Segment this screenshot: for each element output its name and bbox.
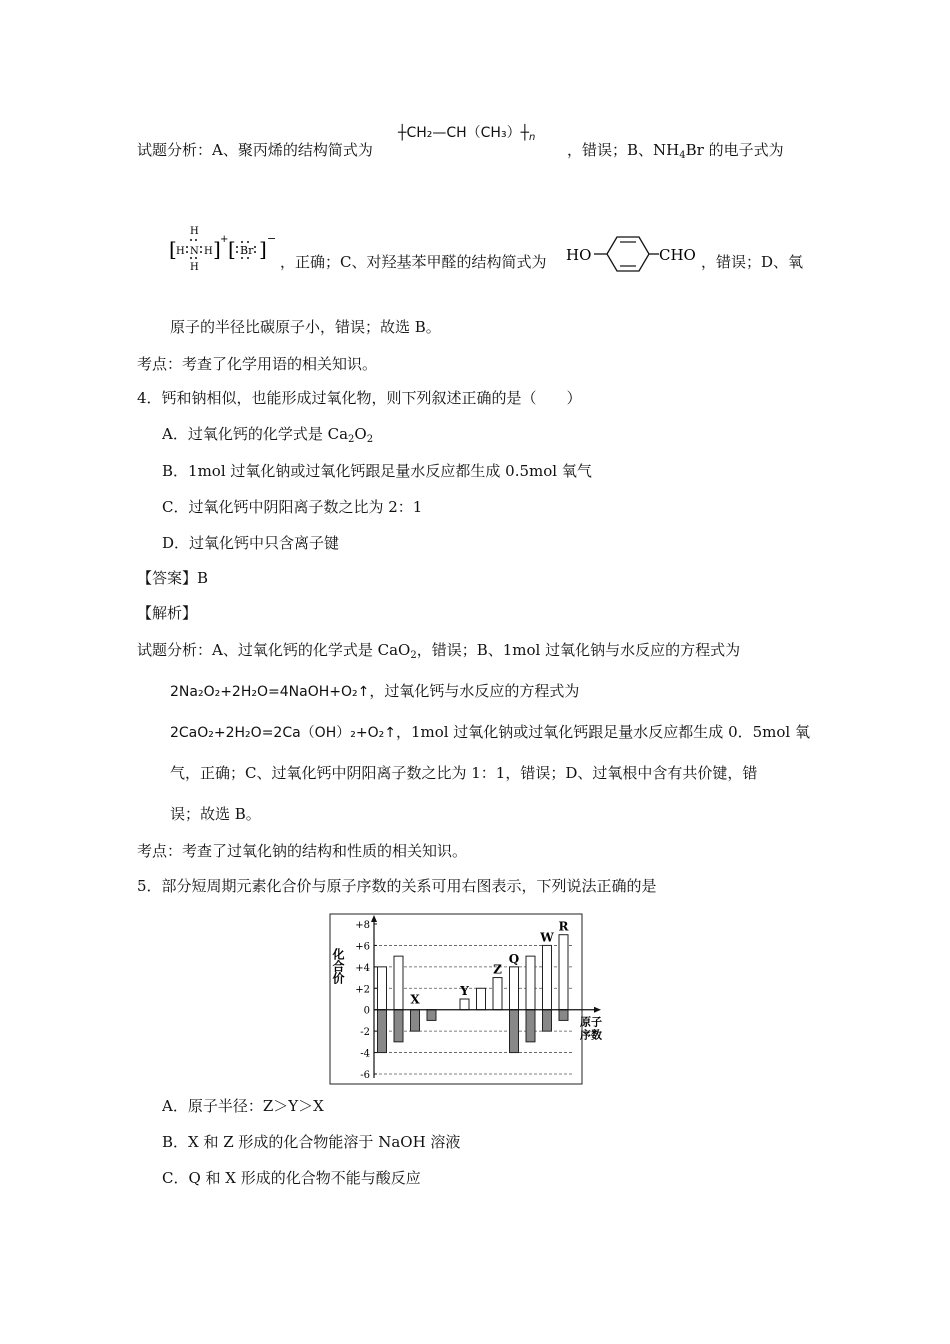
q4-analysis-3: ，1mol 过氧化钠或过氧化钙跟足量水反应都生成 0．5mol 氧 bbox=[395, 723, 810, 741]
element-label: X bbox=[410, 992, 420, 1007]
q4-option-a-o: O bbox=[354, 425, 367, 443]
q4-analysis-1b: ，错误；B、1mol 过氧化钠与水反应的方程式为 bbox=[416, 641, 741, 659]
q4-option-a-sub1: 2 bbox=[348, 434, 355, 445]
q3-analysis-c bbox=[280, 252, 546, 272]
q3-kaodian-text: 考点：考查了化学用语的相关知识。 bbox=[137, 355, 378, 373]
hydroxybenzaldehyde-structure bbox=[565, 232, 699, 276]
positive-valence-bar bbox=[510, 967, 519, 1010]
q4-option-a-text: A．过氧化钙的化学式是 Ca bbox=[162, 425, 349, 443]
y-tick-label: +8 bbox=[355, 920, 370, 931]
q4-option-c: C．过氧化钙中阴阳离子数之比为 2：1 bbox=[162, 498, 423, 516]
x-axis-arrow bbox=[594, 1007, 601, 1013]
q3-analysis-d bbox=[701, 252, 803, 272]
q4-analysis-line2 bbox=[170, 681, 579, 702]
polymer-repeat-unit: CH₂—CH（CH₃） bbox=[406, 125, 521, 141]
negative-valence-bar bbox=[559, 1010, 568, 1021]
bracket-right-2: ] bbox=[259, 237, 267, 261]
q4-kaodian: 考点：考查了过氧化钠的结构和性质的相关知识。 bbox=[137, 842, 468, 860]
q4-stem: 4．钙和钠相似，也能形成过氧化物，则下列叙述正确的是（ ） bbox=[137, 389, 582, 407]
positive-valence-bar bbox=[526, 956, 535, 1010]
electron-plus: + bbox=[220, 234, 229, 245]
bracket-right-1: ] bbox=[213, 237, 221, 261]
q5-option-c: C．Q 和 X 形成的化合物不能与酸反应 bbox=[162, 1169, 421, 1187]
electron-br: Br bbox=[240, 244, 254, 257]
electron-n: N bbox=[190, 246, 199, 257]
y-tick-label: +2 bbox=[355, 984, 370, 996]
positive-valence-bar bbox=[394, 956, 403, 1010]
q3-analysis-b-text: ，错误；B、NH bbox=[567, 141, 680, 159]
negative-valence-bar bbox=[510, 1010, 519, 1053]
q4-answer: 【答案】B bbox=[137, 569, 209, 587]
electron-minus: − bbox=[267, 232, 277, 245]
positive-valence-bar bbox=[493, 978, 502, 1010]
q4-analysis-line5: 误；故选 B。 bbox=[170, 805, 261, 823]
q4-option-b: B．1mol 过氧化钠或过氧化钙跟足量水反应都生成 0.5mol 氧气 bbox=[162, 462, 592, 480]
positive-valence-bar bbox=[543, 945, 552, 1009]
negative-valence-bar bbox=[394, 1010, 403, 1042]
q4-jiexi: 【解析】 bbox=[137, 604, 198, 622]
q3-analysis-d2-text: 原子的半径比碳原子小，错误；故选 B。 bbox=[170, 318, 441, 336]
positive-valence-bar bbox=[460, 999, 469, 1010]
q4-option-d: D．过氧化钙中只含离子键 bbox=[162, 534, 340, 552]
electron-h-left: H bbox=[176, 246, 185, 257]
valence-chart bbox=[328, 912, 606, 1090]
q4-analysis-2: ，过氧化钙与水反应的方程式为 bbox=[369, 682, 580, 700]
q5-option-b: B．X 和 Z 形成的化合物能溶于 NaOH 溶液 bbox=[162, 1133, 461, 1151]
x-label-line1: 原子 bbox=[580, 1015, 602, 1029]
x-label-line2: 序数 bbox=[580, 1028, 602, 1042]
q3-analysis-line1 bbox=[137, 140, 373, 160]
q3-analysis-d-text: ，错误；D、氧 bbox=[701, 253, 804, 271]
ho-group: HO bbox=[566, 246, 592, 264]
polymer-formula bbox=[398, 123, 535, 148]
chart-bars bbox=[378, 935, 569, 1053]
polymer-n: n bbox=[529, 132, 536, 143]
electron-h-top: H bbox=[190, 226, 199, 237]
q3-kaodian bbox=[137, 354, 377, 374]
positive-valence-bar bbox=[559, 935, 568, 1010]
bracket-left-1: [ bbox=[169, 237, 177, 261]
y-tick-label: +4 bbox=[355, 962, 370, 974]
q4-option-a-sub2: 2 bbox=[366, 434, 374, 445]
q3-analysis-a: 试题分析：A、聚丙烯的结构简式为 bbox=[137, 141, 373, 159]
q3-analysis-b-text2: Br 的电子式为 bbox=[685, 141, 784, 159]
y-tick-label: -6 bbox=[360, 1070, 370, 1081]
element-label: Z bbox=[493, 962, 502, 977]
q5-option-a: A．原子半径：Z＞Y＞X bbox=[162, 1097, 324, 1115]
q4-analysis-line3 bbox=[170, 722, 810, 743]
chart-ylabel: 化合价 bbox=[331, 948, 345, 984]
polymer-right-bracket: ┼ bbox=[520, 125, 530, 141]
q4-analysis-line4: 气，正确；C、过氧化钙中阴阳离子数之比为 1：1，错误；D、过氧根中含有共价键，错 bbox=[170, 764, 758, 782]
negative-valence-bar bbox=[427, 1010, 436, 1021]
y-tick-label: -4 bbox=[360, 1048, 370, 1060]
y-tick-label: 0 bbox=[363, 1005, 370, 1017]
y-axis-arrow bbox=[371, 915, 377, 922]
q5-stem: 5．部分短周期元素化合价与原子序数的关系可用右图表示，下列说法正确的是 bbox=[137, 877, 657, 895]
bracket-left-2: [ bbox=[228, 237, 236, 261]
q3-analysis-c-text: ，正确；C、对羟基苯甲醛的结构简式为 bbox=[280, 253, 547, 271]
negative-valence-bar bbox=[526, 1010, 535, 1042]
electron-h-right: H bbox=[204, 246, 213, 257]
q4-analysis-line1 bbox=[137, 640, 740, 666]
nh4-subscript: 4 bbox=[679, 150, 686, 161]
negative-valence-bar bbox=[378, 1010, 387, 1053]
y-tick-label: -2 bbox=[360, 1027, 370, 1039]
q3-analysis-d2 bbox=[170, 317, 441, 337]
positive-valence-bar bbox=[477, 988, 486, 1009]
q4-option-a bbox=[162, 424, 373, 450]
element-label: Y bbox=[460, 984, 469, 998]
negative-valence-bar bbox=[543, 1010, 552, 1031]
equation-2: 2CaO₂+2H₂O=2Ca（OH）₂+O₂↑ bbox=[170, 725, 396, 741]
equation-1: 2Na₂O₂+2H₂O=4NaOH+O₂↑ bbox=[170, 684, 370, 700]
polymer-left-bracket: ┼ bbox=[398, 125, 407, 141]
nh4br-electron-formula bbox=[168, 222, 278, 274]
positive-valence-bar bbox=[378, 967, 387, 1010]
y-tick-label: +6 bbox=[355, 941, 370, 953]
cho-group: CHO bbox=[659, 246, 696, 264]
q3-analysis-b bbox=[567, 140, 784, 166]
q4-analysis-1: 试题分析：A、过氧化钙的化学式是 CaO bbox=[137, 641, 411, 659]
negative-valence-bar bbox=[411, 1010, 420, 1031]
element-label: R bbox=[558, 919, 569, 934]
element-label: W bbox=[540, 930, 554, 945]
chart-labels bbox=[410, 920, 602, 1042]
element-label: Q bbox=[508, 951, 520, 966]
q4-analysis-1-sub: 2 bbox=[410, 650, 417, 661]
electron-h-bottom: H bbox=[190, 262, 199, 273]
